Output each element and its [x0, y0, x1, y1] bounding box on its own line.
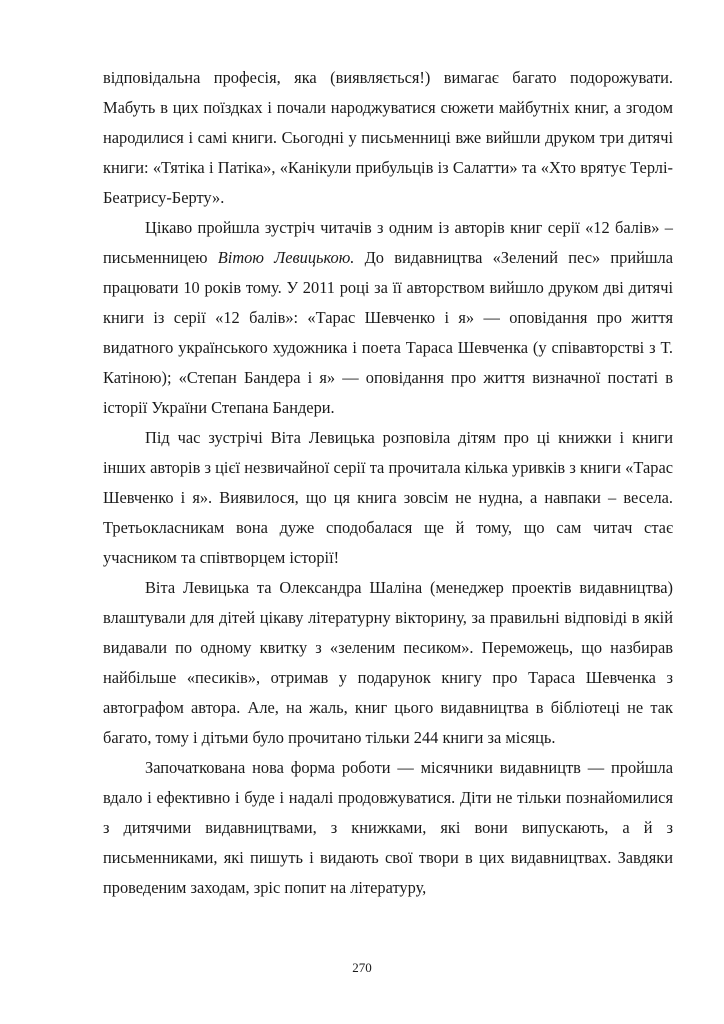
paragraph-text: До видавництва «Зелений пес» прийшла працювати 10 років тому. У 2011 році за її авторством вийшло друком дві дитячі книги із серії «12 балів»: «Тарас Шевченко і я» — оповідання про життя видатного українського художника і поета Тараса Шевченка (у співавторстві з Т. Катіною); «Степан Бандера і я» — оповідання про життя визначної постаті в історії України Степана Бандери. [103, 248, 673, 417]
page-number: 270 [352, 960, 372, 975]
paragraph-conclusion: Започаткована нова форма роботи — місячники видавництв — пройшла вдало і ефективно і буде і надалі продовжуватися. Діти не тільки познайомилися з дитячими видавництвами, з книжками, які вони випускають, а й з письменниками, які пишуть і видають свої твори в цих видавництвах. Завдяки проведеним заходам, зріс попит на літературу, [103, 758, 673, 897]
paragraph-text: Цікаво пройшла зустріч читачів з одним із авторів книг серії «12 балів» – письменницею [103, 218, 673, 267]
paragraph-meeting-details: Під час зустрічі Віта Левицька розповіла дітям про ці книжки і книги інших авторів з цієї незвичайної серії та прочитала кілька уривків з книги «Тарас Шевченко і я». Виявилося, що ця книга зовсім не нудна, а навпаки – весела. Третьокласникам вона дуже сподобалася ще й тому, що сам читач стає учасником та співтворцем історії! [103, 428, 673, 567]
body-text [103, 63, 673, 903]
paragraph-continuation: відповідальна професія, яка (виявляється!) вимагає багато подорожувати. Мабуть в цих поїздках і почали народжуватися сюжети майбутніх книг, а згодом народилися і самі книги. Сьогодні у письменниці вже вийшли друком три дитячі книги: «Тятіка і Патіка», «Канікули прибульців із Салатти» та «Хто врятує Терлі-Беатрису-Берту». [103, 68, 673, 207]
author-name-emphasis: Вітою Левицькою. [217, 248, 355, 267]
paragraph-meeting-levytska [103, 213, 673, 423]
paragraph-quiz: Віта Левицька та Олександра Шаліна (менеджер проектів видавництва) влаштували для дітей цікаву літературну вікторину, за правильні відповіді в якій видавали по одному квитку з «зеленим песиком». Переможець, що назбирав найбільше «песиків», отримав у подарунок книгу про Тараса Шевченка з автографом автора. Але, на жаль, книг цього видавництва в бібліотеці не так багато, тому і дітьми було прочитано тільки 244 книги за місяць. [103, 578, 673, 747]
